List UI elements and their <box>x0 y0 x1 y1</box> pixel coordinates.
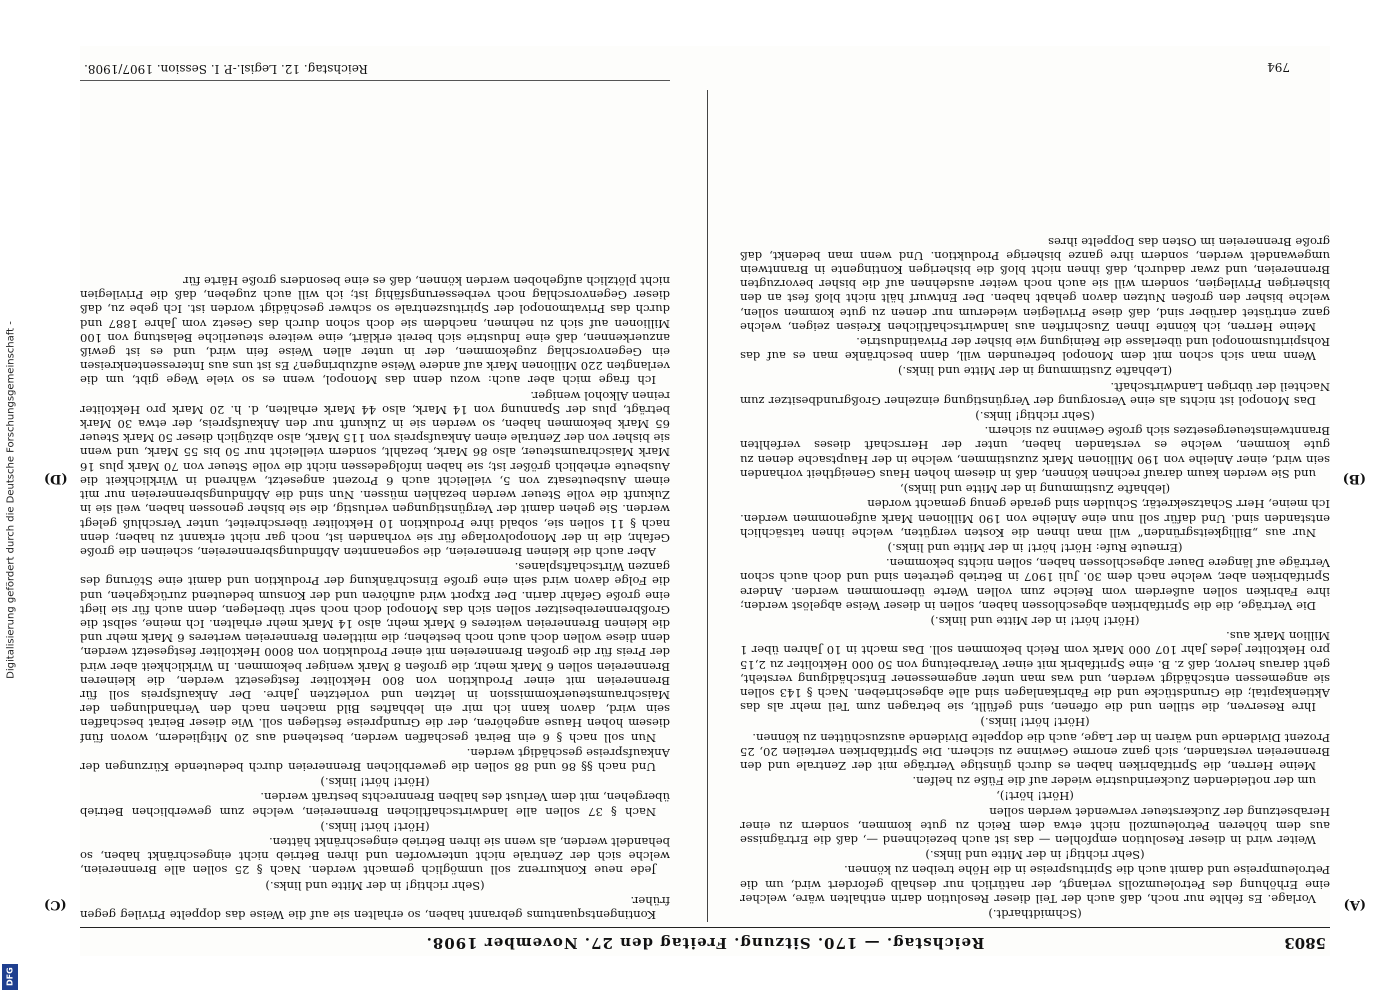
paragraph: und Sie werden kaum darauf rechnen können, daß in diesem hohen Haus Geneigtheit vorhanden sein wird, einer Anleihe von 190 Millionen Mark zuzustimmen, welche in der Hauptsache denen zu gute kommen, welche es verstanden haben, unter der Herrschaft dieses verfehlten Branntweinsteuergesetzes sich große Gewinne zu sichern. <box>740 424 1330 481</box>
margin-marker-d: (D) <box>44 471 68 486</box>
interjection: (Hört! hört!), <box>996 789 1074 804</box>
page-number: 5803 <box>1284 934 1326 952</box>
paragraph: Nur aus „Billigkeitsgründen“ will man ihnen die Kosten vergüten, welche ihnen tatsächlich entstanden sind. Und dafür soll nun eine Anleihe von 190 Millionen Mark aufgenommen werden. Ich meine, Herr Schatzsekretär, Schulden sind gerade genug gemacht worden <box>740 497 1330 540</box>
interjection: (Sehr richtig! links.) <box>975 409 1095 424</box>
digitization-credit <box>0 0 22 1000</box>
paragraph: Ich frage mich aber auch: wozu denn das Monopol, wenn es so viele Wege gibt, um die verlangten 220 Millionen Mark auf andere Weise aufzubringen? Es ist uns aus Interessentenkreisen ein Gegenvorschlag zugekommen, der in unter allen Weise fein wird, und es ist gewiß anzuerkennen, daß eine Industrie sich bereit erklärt, eine weitere steuerliche Belastung von 100 Millionen auf sich zu nehmen, nachdem sie doch schon durch das Gesetz vom Jahre 1887 und durch das Privatmonopol der Spirituszentrale so schwer geschädigt worden ist. Ich gebe zu, daß dieser Gegenvorschlag noch verbesserungsfähig ist; ich will auch zugeben, daß die Privilegien nicht plötzlich aufgehoben werden können, daß es eine besonders große Härte für <box>80 274 670 388</box>
paragraph: Kontingentsquantums gebrannt haben, so erhalten sie auf die Weise das doppelte Privileg gegen früher. <box>80 893 670 922</box>
interjection: (Hört! hört! links.) <box>320 775 430 790</box>
paragraph: Weiter wird in dieser Resolution empfohlen — das ist auch bezeichnend —, daß die Erträgnisse aus dem höheren Petroleumzoll nicht etwa dem Reich zu gute kommen, sondern zu einer Herabsetzung der Zuckersteuer verwendet werden sollen <box>740 804 1330 847</box>
page-title: Reichstag. — 170. Sitzung. Freitag den 27. November 1908. <box>425 934 985 952</box>
paragraph: Aber auch die kleinen Brennereien, die sogenannten Abfindungsbrennereien, scheinen die große Gefahr, die in der Monopolvorlage für sie vorhanden ist, noch gar nicht erkannt zu haben; denn nach § 11 sollen sie, sobald ihre Produktion 10 Hektoliter überschreitet, unter Verschluß gelegt werden. Sie gehen damit der Vergünstigungen verlustig, die sie bisher genossen haben, weil sie in Zukunft die volle Steuer werden bezahlen müssen. Nun sind die Abfindungsbrennereien nur mit einem Ausbeutesatz von 5, vielleicht auch 6 Prozent angesetzt, während in Wirklichkeit die Ausbeute erheblich größer ist; sie haben infolgedessen nicht die volle Steuer von 70 Mark plus 16 Mark Maischraumsteuer, also 86 Mark, bezahlt, sondern vielleicht nur 50 bis 55 Mark, und wenn sie bisher von der Zentrale einen Ankaufspreis von 115 Mark, also abzüglich dieser 50 Mark Steuer 65 Mark bekommen haben, so werden sie in Zukunft nur den Ankaufspreis, der etwa 30 Mark beträgt, plus der Spannung von 14 Mark, also 44 Mark erhalten, d. h. 20 Mark pro Hektoliter reinen Alkohol weniger. <box>80 388 670 559</box>
credit-text: Digitalisierung gefördert durch die Deutsche Forschungsgemeinschaft - <box>5 321 17 679</box>
interjection: (Sehr richtig! in der Mitte und links.) <box>265 878 485 893</box>
header-rule <box>80 927 1330 928</box>
paragraph: Die Verträge, die die Spritfabriken abgeschlossen haben, sollen in dieser Weise abgelöst werden; ihre Fabriken sollen außerdem vom Reiche zum vollen Werte übernommen werden. Andere Spritfabriken aber, welche nach dem 30. Juli 1907 in Betrieb getreten sind und doch auch schon Verträge auf längere Dauer abgeschlossen haben, sollen nichts bekommen. <box>740 556 1330 613</box>
scanned-page <box>44 46 1366 956</box>
text-column-left <box>740 90 1330 922</box>
dfg-logo: DFG <box>2 964 18 990</box>
paragraph: Wenn man sich schon mit dem Monopol befreunden will, dann beschränke man es auf das Rohspiritusmonopol und überlasse die Reinigung wie bisher der Privatindustrie. <box>740 335 1330 364</box>
interjection: (Sehr richtig! in der Mitte und links.) <box>925 848 1145 863</box>
paragraph: Vorlage. Es fehlte nur noch, daß auch der Teil dieser Resolution darin enthalten wäre, welcher eine Erhöhung des Petroleumzolls verlangt, der natürlich nur deshalb gefordert wird, um die Petroleumpreise und damit auch die Spirituspreise in die Höhe treiben zu können. <box>740 863 1330 906</box>
interjection: (Hört! hört! in der Mitte und links.) <box>930 613 1140 628</box>
paragraph: um der notleidenden Zuckerindustrie wieder auf die Füße zu helfen. <box>912 774 1316 789</box>
margin-marker-b: (B) <box>1342 471 1366 486</box>
interjection: (Hört! hört! links.) <box>320 819 430 834</box>
page-header <box>80 930 1330 956</box>
paragraph: Nach § 37 sollen alle landwirtschaftlichen Brennereien, welche zum gewerblichen Betrieb übergehen, mit dem Verlust des halben Brennrechts bestraft werden. <box>80 790 670 819</box>
footer-rule <box>80 80 670 81</box>
margin-marker-a: (A) <box>1343 897 1366 912</box>
paragraph: Meine Herren, die Spritfabriken haben es durch günstige Verträge mit der Zentrale und den Brennereien verstanden, sich ganz enorme Gewinne zu sichern. Die Spritfabriken verteilen 20, 25 Prozent Dividende und wären in der Lage, auch die doppelte Dividende auszuschütten zu können. <box>740 730 1330 773</box>
interjection: (Schmidthardt.) <box>988 907 1082 921</box>
paragraph: Und nach §§ 86 und 88 sollen die gewerblichen Brennereien durch bedeutende Kürzungen der Ankaufspreise geschädigt werden. <box>80 745 670 774</box>
paragraph: Nun soll nach § 6 ein Beirat geschaffen werden, bestehend aus 20 Mitgliedern, wovon fünf diesem hohen Hause angehören, der die Grundpreise festlegen soll. Wie dieser Beirat beschaffen sein wird, davon kann ich mir ein lebhaftes Bild machen nach den Verhandlungen der Maischraumsteuerkommission in letzten und vorletzten Jahre. Der Ankaufspreis soll für Brennereien mit einer Produktion von 800 Hektoliter festgesetzt werden, die kleineren Brennereien sollen 6 Mark mehr, die großen 8 Mark weniger bekommen. In Wirklichkeit aber wird der Preis für die großen Brennereien mit einer Produktion von 8000 Hektoliter festgesetzt werden, denn diese wollen doch auch noch bestehen; die mittleren Brennereien werteres 6 Mark mehr und die kleinen Brennereien weiteres 6 Mark mehr, also 14 Mark mehr erhalten. Ich meine, selbst die Großbrennereibesitzer sollen sich das Monopol doch noch sehr überlegen, denn auch für sie liegt eine große Gefahr darin. Der Export wird aufhören und der Konsum bedeutend zurückgehen, und die Folge davon wird sein eine große Einschränkung der Produktion und damit eine Störung des ganzen Wirtschaftsplanes. <box>80 560 670 745</box>
interjection: (Lebhafte Zustimmung in der Mitte und links.) <box>897 364 1173 379</box>
interjection: (lebhafte Zustimmung in der Mitte und links), <box>899 482 1171 497</box>
paragraph: Meine Herren, ich könnte Ihnen Zuschriften aus landwirtschaftlichen Kreisen zeigen, welche ganz entrüstet darüber sind, daß diese Privilegien wiederum nur denen zu gute kommen sollen, welche bisher den großen Nutzen davon gehabt haben. Der Entwurf hält nicht bloß fest an den bisherigen Privilegien, sondern will sie auch noch weiter ausdehnen auf die bisher bevorzugten Brennereien, und zwar dadurch, daß ihnen nicht bloß die bisherigen Kontingente in Branntwein umgewandelt werden, sondern ihre ganze bisherige Produktion. Und wenn man bedenkt, daß große Brennereien im Osten das Doppelte ihres <box>740 234 1330 334</box>
paragraph: Ihre Reserven, die stillen und die offenen, sind gefüllt, sie betragen zum Teil mehr als das Aktienkapital; die Grundstücke und die Fabrikanlagen sind alle abgeschrieben. Nach § 143 sollen sie angemessen entschädigt werden, und was man unter angemessener Entschädigung versteht, geht daraus hervor, daß z. B. eine Spritfabrik mit einer Verarbeitung von 50 000 Hektoliter zu 2,15 pro Hektoliter jedes Jahr 107 000 Mark vom Reich bekommen soll. Das macht in 10 Jahren über 1 Million Mark aus. <box>740 629 1330 715</box>
interjection: (Hört! hört! links.) <box>980 715 1090 730</box>
footer-session: Reichstag. 12. Legisl.-P. I. Session. 1907/1908. <box>84 62 368 76</box>
text-column-right <box>80 90 670 922</box>
margin-marker-c: (C) <box>44 897 67 912</box>
footer-sheet-number: 794 <box>1267 60 1290 74</box>
paragraph: Das Monopol ist nichts als eine Versorgung der Vergünstigung einzelner Großgrundbesitzer zum Nachteil der übrigen Landwirtschaft. <box>740 379 1330 408</box>
interjection: (Erneute Rufe: Hört! hört! in der Mitte und links.) <box>887 540 1183 555</box>
column-divider <box>707 90 708 922</box>
paragraph: Jede neue Konkurrenz soll unmöglich gemacht werden. Nach § 25 sollen alle Brennereien, welche sich der Zentrale nicht unterworfen und ihren Betrieb nicht eingeschränkt haben, so behandelt werden, als wenn sie ihren Betrieb eingeschränkt hätten. <box>80 834 670 878</box>
